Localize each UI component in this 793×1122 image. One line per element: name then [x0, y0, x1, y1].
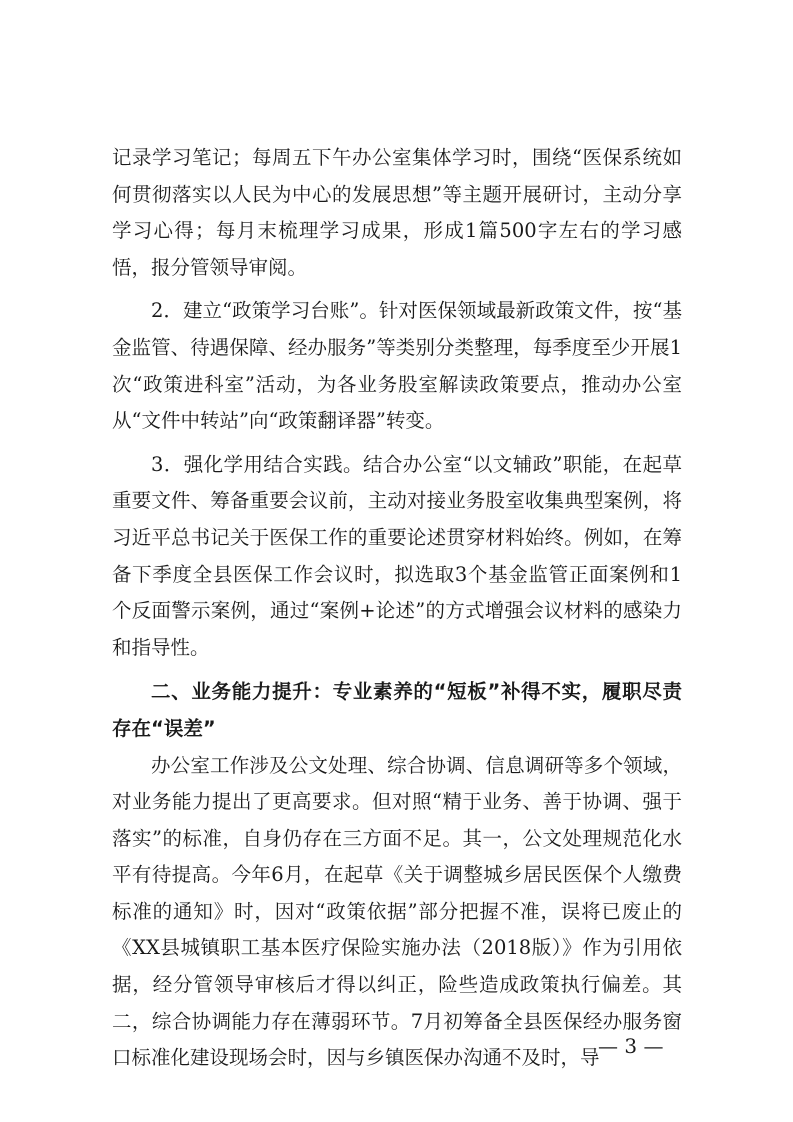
paragraph-item-2: 2．建立“政策学习台账”。针对医保领域最新政策文件，按“基金监管、待遇保障、经办服务”等类别分类整理，每季度至少开展1次“政策进科室”活动，为各业务股室解读政策要点，推动办公室从“文件中转站”向“政策翻译器”转变。: [112, 299, 682, 433]
section-heading: 二、业务能力提升：专业素养的“短板”补得不实，履职尽责存在“误差”: [112, 680, 682, 740]
page-number: — 3 —: [598, 1034, 664, 1058]
paragraph-item-3: 3．强化学用结合实践。结合办公室“以文辅政”职能，在起草重要文件、筹备重要会议前，主动对接业务股室收集典型案例，将习近平总书记关于医保工作的重要论述贯穿材料始终。例如，在筹备下季度全县医保工作会议时，拟选取3个基金监管正面案例和1个反面警示案例，通过“案例+论述”的方式增强会议材料的感染力和指导性。: [112, 452, 682, 659]
paragraph-continuation: 记录学习笔记；每周五下午办公室集体学习时，围绕“医保系统如何贯彻落实以人民为中心的发展思想”等主题开展研讨，主动分享学习心得；每月末梳理学习成果，形成1篇500字左右的学习感悟，报分管领导审阅。: [112, 146, 682, 279]
body-text: [112, 140, 682, 1077]
paragraph-business-ability: 办公室工作涉及公文处理、综合协调、信息调研等多个领域，对业务能力提出了更高要求。但对照“精于业务、善于协调、强于落实”的标准，自身仍存在三方面不足。其一，公文处理规范化水平有待提高。今年6月，在起草《关于调整城乡居民医保个人缴费标准的通知》时，因对“政策依据”部分把握不准，误将已废止的《XX县城镇职工基本医疗保险实施办法（2018版）》作为引用依据，经分管领导审核后才得以纠正，险些造成政策执行偏差。其二，综合协调能力存在薄弱环节。7月初筹备全县医保经办服务窗口标准化建设现场会时，因与乡镇医保办沟通不及时，导: [112, 753, 682, 1070]
